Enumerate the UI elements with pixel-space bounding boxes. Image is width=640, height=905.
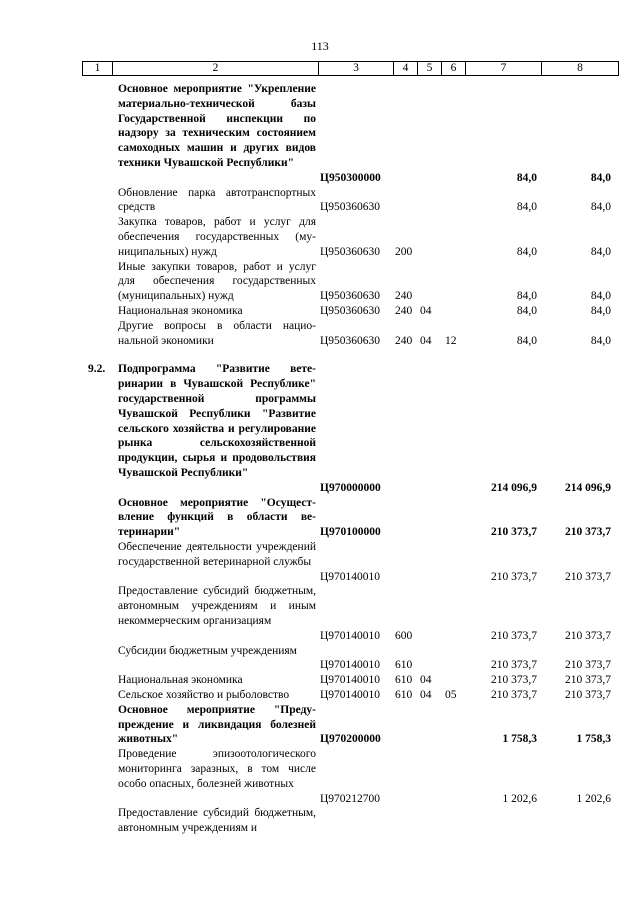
target-code: Ц970140010: [320, 629, 381, 642]
amount-col-7: 84,0: [516, 305, 537, 317]
expense-type: 610: [395, 689, 413, 701]
row-description: Основное мероприятие "Осуществление функций в области ветеринарии": [118, 496, 316, 539]
section-code: 04: [420, 674, 432, 687]
target-code: Ц970212700: [320, 792, 381, 805]
amount-col-7: 210 373,7: [491, 570, 537, 583]
amount-col-7: 84,0: [516, 290, 537, 303]
amount-col-7: 214 096,9: [491, 481, 537, 494]
table-row: [0, 319, 640, 349]
target-code: Ц970100000: [320, 526, 381, 539]
target-code: Ц970140010: [320, 674, 381, 687]
subsection-code: 12: [445, 334, 457, 347]
table-row: [0, 496, 640, 540]
amount-col-7: 84,0: [516, 201, 537, 214]
amount-col-8: 84,0: [590, 334, 611, 347]
table-row: [0, 304, 640, 319]
column-header-6: 6: [442, 62, 466, 76]
amount-col-7: 84,0: [516, 171, 537, 184]
amount-col-8: 210 373,7: [565, 689, 611, 701]
row-description: Сельское хозяйство и рыболовство: [118, 689, 290, 701]
table-row: [0, 644, 640, 674]
expense-type: 610: [395, 659, 413, 672]
amount-col-8: 84,0: [590, 245, 611, 258]
column-header-2: 2: [113, 62, 319, 76]
amount-col-8: 1 758,3: [576, 733, 611, 746]
target-code: Ц970140010: [320, 659, 381, 672]
expense-type: 240: [395, 334, 413, 347]
table-row: [0, 747, 640, 806]
target-code: Ц970140010: [320, 570, 381, 583]
target-code: Ц970200000: [320, 733, 381, 746]
amount-col-8: 210 373,7: [565, 659, 611, 672]
section-number: 9.2.: [88, 363, 106, 376]
expense-type: 200: [395, 245, 413, 258]
table-row: [0, 260, 640, 304]
target-code: Ц970000000: [320, 481, 381, 494]
column-header-7: 7: [466, 62, 542, 76]
amount-col-7: 210 373,7: [491, 689, 537, 701]
column-header-1: 1: [83, 62, 113, 76]
row-description: Национальная экономика: [118, 674, 243, 687]
row-description: Другие вопросы в области национальной экономики: [118, 319, 316, 347]
column-header-4: 4: [394, 62, 418, 76]
amount-col-8: 1 202,6: [576, 792, 611, 805]
row-description: Проведение эпизоотологического мониторинга заразных, в том числе особо опасных, болезней животных: [118, 748, 316, 790]
section-code: 04: [420, 689, 432, 701]
table-row: [0, 703, 640, 747]
amount-col-8: 214 096,9: [565, 481, 611, 494]
expense-type: 240: [395, 305, 413, 317]
expense-type: 600: [395, 629, 413, 642]
page-number: 113: [311, 39, 329, 53]
amount-col-7: 210 373,7: [491, 674, 537, 687]
table-row: [0, 806, 640, 836]
amount-col-7: 84,0: [516, 245, 537, 258]
column-header-8: 8: [542, 62, 619, 76]
row-description: Основное мероприятие "Укрепление материально-технической базы Государственной инспекции по надзору за техническим состоянием самоходных машин и других видов техники Чувашской Республики": [118, 83, 316, 169]
table-row: [0, 540, 640, 584]
subsection-code: 05: [445, 689, 457, 701]
row-description: Закупка товаров, работ и услуг для обеспечения государственных (муниципальных) нужд: [118, 216, 316, 258]
amount-col-7: 210 373,7: [491, 659, 537, 672]
row-description: Национальная экономика: [118, 305, 243, 317]
target-code: Ц950360630: [320, 305, 381, 317]
amount-col-8: 210 373,7: [565, 629, 611, 642]
target-code: Ц950360630: [320, 290, 381, 303]
expense-type: 240: [395, 290, 413, 303]
amount-col-8: 210 373,7: [565, 570, 611, 583]
row-description: Субсидии бюджетным учреждениям: [118, 644, 297, 657]
target-code: Ц950360630: [320, 201, 381, 214]
row-description: Предоставление субсидий бюджетным, автономным учреждениям и: [118, 807, 316, 835]
amount-col-7: 84,0: [516, 334, 537, 347]
column-header-row: [83, 62, 619, 76]
amount-col-8: 210 373,7: [565, 674, 611, 687]
row-description: Основное мероприятие "Предупреждение и ликвидация болезней животных": [118, 703, 316, 746]
amount-col-8: 84,0: [590, 290, 611, 303]
section-code: 04: [420, 305, 432, 317]
table-row: [0, 82, 640, 186]
row-description: Иные закупки товаров, работ и услуг для обеспечения государственных (муниципальных) нужд: [118, 260, 316, 303]
target-code: Ц950300000: [320, 171, 381, 184]
amount-col-8: 84,0: [590, 305, 611, 317]
column-header-5: 5: [418, 62, 442, 76]
target-code: Ц970140010: [320, 689, 381, 701]
table-row: [0, 186, 640, 216]
row-description: Подпрограмма "Развитие ветеринарии в Чувашской Республике" государственной программы Чувашской Республики "Развитие сельского хозяйства и регулирование рынка сельскохозяйственной продукции, сырья и продовольствия Чувашской Республики": [118, 363, 316, 479]
row-description: Обновление парка автотранспортных средств: [118, 186, 316, 214]
table-row: [0, 584, 640, 643]
row-description: Обеспечение деятельности учреждений государственной ветеринарной службы: [118, 541, 316, 568]
amount-col-8: 210 373,7: [565, 526, 611, 539]
amount-col-7: 210 373,7: [491, 526, 537, 539]
target-code: Ц950360630: [320, 334, 381, 347]
column-header-3: 3: [319, 62, 394, 76]
amount-col-7: 1 202,6: [502, 792, 537, 805]
table-row: [0, 688, 640, 703]
target-code: Ц950360630: [320, 245, 381, 258]
table-row: [0, 362, 640, 495]
section-code: 04: [420, 334, 432, 347]
amount-col-7: 210 373,7: [491, 629, 537, 642]
column-header-table: [82, 61, 619, 76]
amount-col-7: 1 758,3: [502, 733, 537, 746]
expense-type: 610: [395, 674, 413, 687]
amount-col-8: 84,0: [590, 201, 611, 214]
table-row: [0, 673, 640, 688]
amount-col-8: 84,0: [590, 171, 611, 184]
table-row: [0, 215, 640, 259]
row-description: Предоставление субсидий бюджетным, автономным учреждениям и иным некоммерческим организациям: [118, 585, 316, 627]
